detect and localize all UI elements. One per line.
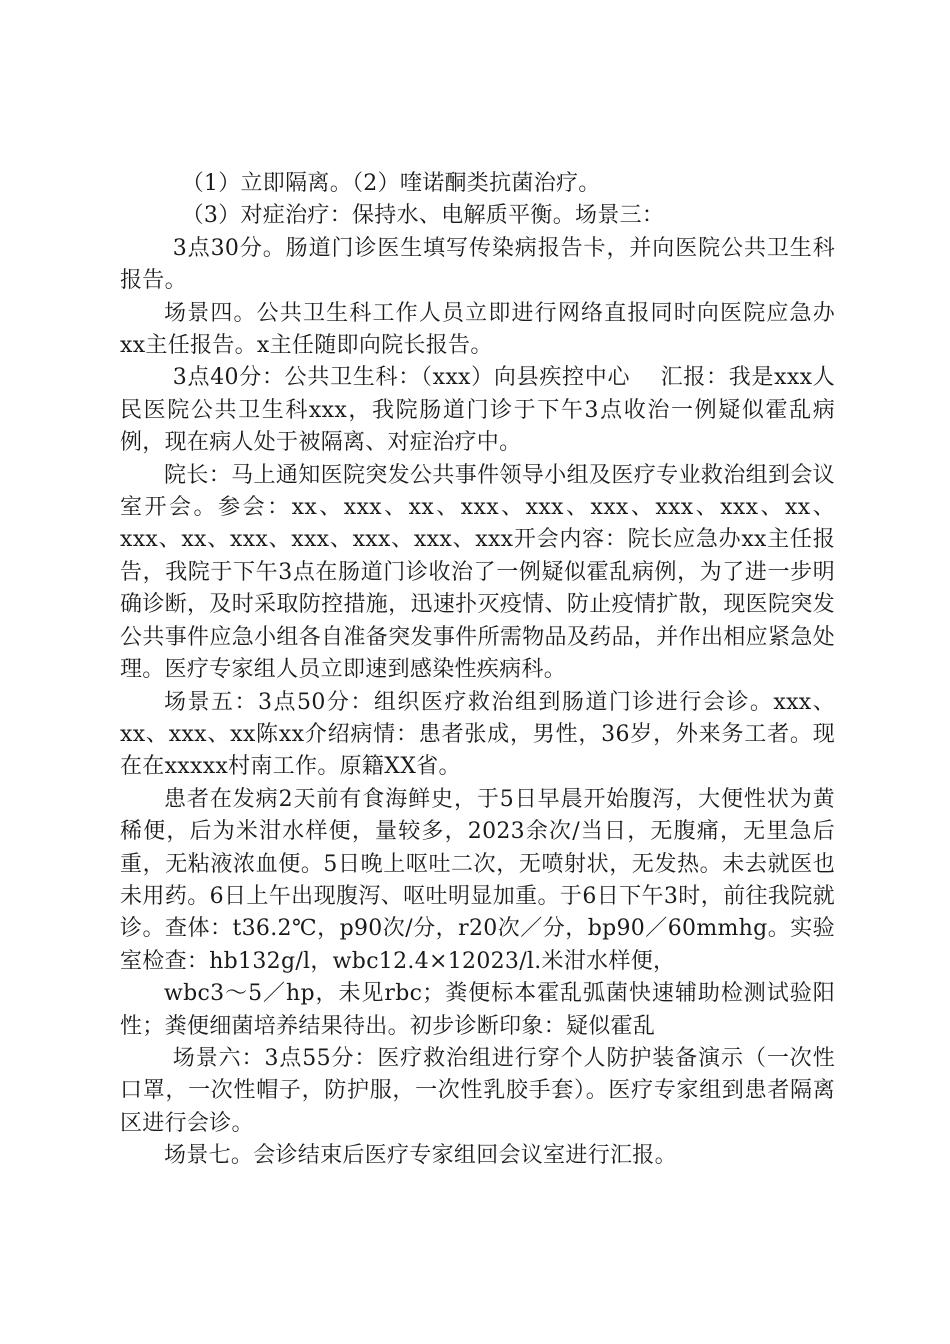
paragraph-scene-five: 场景五：3点50分：组织医疗救治组到肠道门诊进行会诊。xxx、xx、xxx、xx陈xx介绍病情：患者张成，男性，36岁，外来务工者。现在在xxxxx村南工作。原籍XX省。	[120, 689, 835, 780]
paragraph-scene-seven: 场景七。会诊结束后医疗专家组回会议室进行汇报。	[164, 1143, 677, 1169]
document-body	[120, 168, 835, 1173]
paragraph-treatment-2: （3）对症治疗：保持水、电解质平衡。场景三：	[181, 203, 665, 229]
paragraph-report-card: 3点30分。肠道门诊医生填写传染病报告卡，并向医院公共卫生科报告。	[120, 235, 835, 294]
paragraph-case-history: 患者在发病2天前有食海鲜史，于5日早晨开始腹泻，大便性状为黄稀便，后为米泔水样便，量较多，2023余次/当日，无腹痛，无里急后重，无粘液浓血便。5日晚上呕吐二次，无喷射状，无发热。未去就医也未用药。6日上午出现腹泻、呕吐明显加重。于6日下午3时，前往我院就诊。查体：t36.2℃，p90次/分，r20次／分，bp90／60mmhg。实验室检查：hb132g/l，wbc12.4×12023/l.米泔水样便，	[120, 786, 835, 974]
paragraph-cdc-report: 3点40分：公共卫生科：（xxx）向县疾控中心 汇报：我是xxx人民医院公共卫生科xxx，我院肠道门诊于下午3点收治一例疑似霍乱病例，现在病人处于被隔离、对症治疗中。	[120, 365, 835, 456]
paragraph-scene-six: 场景六：3点55分：医疗救治组进行穿个人防护装备演示（一次性口罩，一次性帽子，防护服，一次性乳胶手套）。医疗专家组到患者隔离区进行会诊。	[120, 1045, 835, 1136]
paragraph-lab-results: wbc3～5／hp，未见rbc；粪便标本霍乱弧菌快速辅助检测试验阳性；粪便细菌培养结果待出。初步诊断印象：疑似霍乱	[120, 981, 835, 1039]
paragraph-meeting: 院长：马上通知医院突发公共事件领导小组及医疗专业救治组到会议室开会。参会：xx、xxx、xx、xxx、xxx、xxx、xxx、xxx、xx、xxx、xx、xxx、xxx、xxx、xxx、xxx开会内容：院长应急办xx主任报告，我院于下午3点在肠道门诊收治了一例疑似霍乱病例，为了进一步明确诊断，及时采取防控措施，迅速扑灭疫情、防止疫情扩散，现医院突发公共事件应急小组各自准备突发事件所需物品及药品，并作出相应紧急处理。医疗专家组人员立即速到感染性疾病科。	[120, 462, 835, 683]
paragraph-scene-four: 场景四。公共卫生科工作人员立即进行网络直报同时向医院应急办xx主任报告。x主任随即向院长报告。	[120, 300, 835, 359]
paragraph-treatment-1: （1）立即隔离。（2）喹诺酮类抗菌治疗。	[181, 171, 601, 196]
